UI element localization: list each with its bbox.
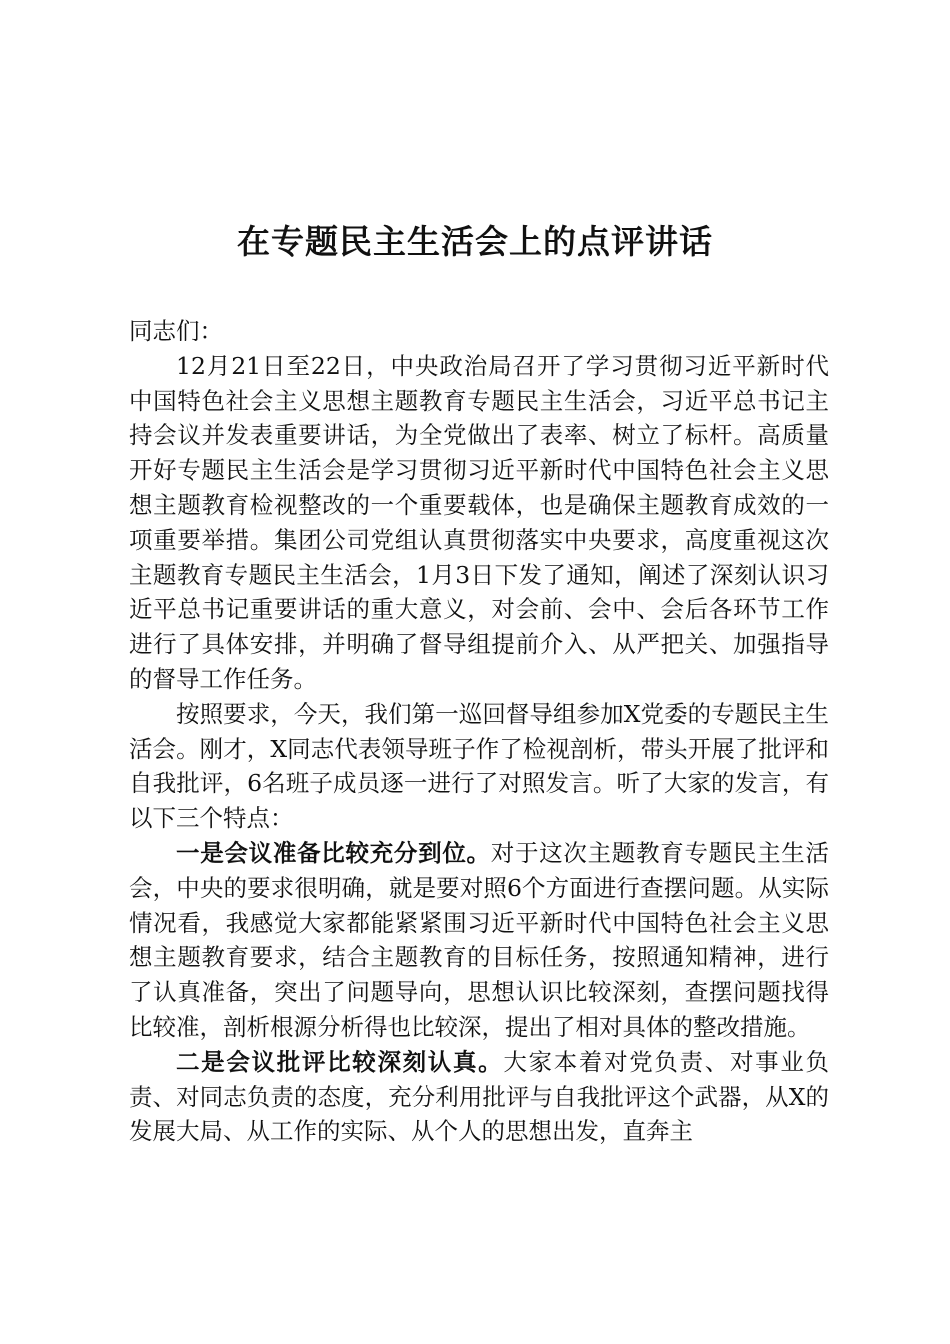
paragraph-text: 大家本着对党负责、对事业负责、对同志负责的态度，充分利用批评与自我批评这个武器，从X的发展大局、从工作的实际、从个人的思想出发，直奔主 xyxy=(129,1047,830,1146)
paragraph-3 xyxy=(129,836,829,1045)
paragraph-lead: 一是会议准备比较充分到位。 xyxy=(176,838,491,867)
paragraph-text: 对于这次主题教育专题民主生活会，中央的要求很明确，就是要对照6个方面进行查摆问题。从实际情况看，我感觉大家都能紧紧围习近平新时代中国特色社会主义思想主题教育要求，结合主题教育的目标任务，按照通知精神，进行了认真准备，突出了问题导向，思想认识比较深刻，查摆问题找得比较准，剖析根源分析得也比较深，提出了相对具体的整改措施。 xyxy=(129,838,829,1041)
paragraph-text: 12月21日至22日，中央政治局召开了学习贯彻习近平新时代中国特色社会主义思想主题教育专题民主生活会，习近平总书记主持会议并发表重要讲话，为全党做出了表率、树立了标杆。高质量开好专题民主生活会是学习贯彻习近平新时代中国特色社会主义思想主题教育检视整改的一个重要载体，也是确保主题教育成效的一项重要举措。集团公司党组认真贯彻落实中央要求，高度重视这次主题教育专题民主生活会，1月3日下发了通知，阐述了深刻认识习近平总书记重要讲话的重大意义，对会前、会中、会后各环节工作进行了具体安排，并明确了督导组提前介入、从严把关、加强指导的督导工作任务。 xyxy=(129,351,829,693)
paragraph-lead: 二是会议批评比较深刻认真。 xyxy=(176,1047,504,1076)
document-title: 在专题民主生活会上的点评讲话 xyxy=(237,222,713,261)
salutation: 同志们： xyxy=(129,317,223,345)
paragraph-2 xyxy=(129,697,829,836)
paragraph-1 xyxy=(129,349,829,697)
document-body xyxy=(129,314,829,1149)
paragraph-text: 按照要求，今天，我们第一巡回督导组参加X党委的专题民主生活会。刚才，X同志代表领导班子作了检视剖析，带头开展了批评和自我批评，6名班子成员逐一进行了对照发言。听了大家的发言，有以下三个特点： xyxy=(129,699,829,833)
paragraph-4 xyxy=(129,1045,829,1149)
